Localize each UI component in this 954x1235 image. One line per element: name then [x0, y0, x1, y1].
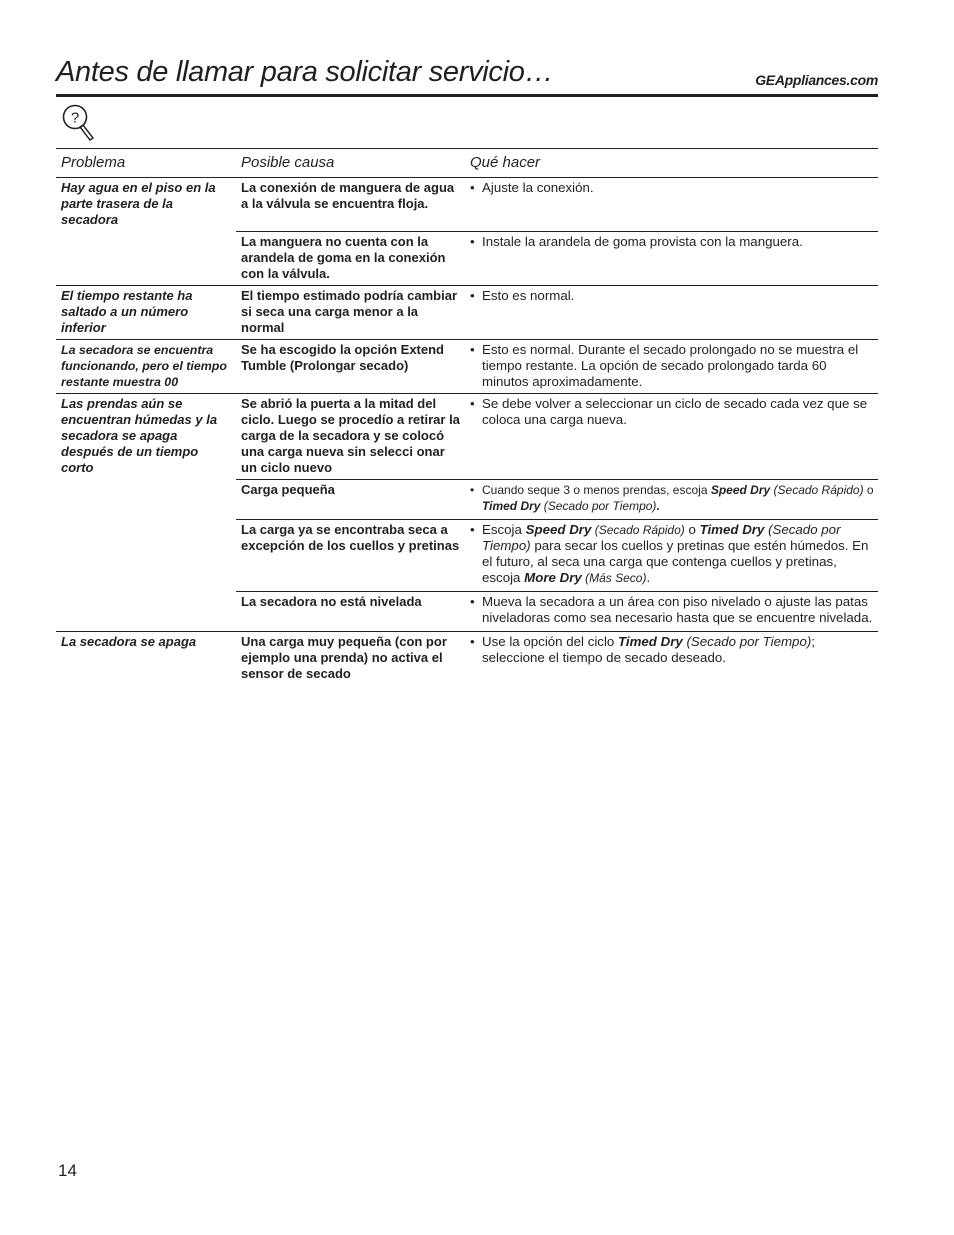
- cycle-name: Speed Dry: [525, 522, 592, 537]
- action-text-part: o: [863, 483, 874, 497]
- problem-cell: Hay agua en el piso en la parte trasera de la secadora: [56, 178, 236, 286]
- cycle-translation: (Más Seco): [581, 571, 647, 585]
- cause-cell: Se ha escogido la opción Extend Tumble (Prolongar secado): [236, 340, 465, 394]
- action-text: Ajuste la conexión.: [482, 180, 594, 195]
- action-cell: [465, 178, 878, 232]
- cause-cell: La carga ya se encontraba seca a excepción de los cuellos y pretinas: [236, 520, 465, 592]
- action-text-part: Cuando seque 3 o menos prendas, escoja: [482, 483, 711, 497]
- action-cell: [465, 632, 878, 686]
- action-cell: [465, 232, 878, 286]
- bullet: •: [470, 288, 475, 303]
- column-header-action: Qué hacer: [465, 149, 878, 178]
- bullet: •: [470, 634, 475, 649]
- action-text-part: Use la opción del ciclo: [482, 634, 618, 649]
- cycle-translation: (Secado por Tiempo): [682, 634, 812, 649]
- action-text: [482, 522, 874, 586]
- column-header-problem: Problema: [56, 149, 236, 178]
- cycle-name: More Dry: [524, 570, 582, 585]
- cycle-translation: (Secado por Tiempo): [482, 522, 841, 553]
- action-cell: [465, 480, 878, 520]
- cause-cell: Carga pequeña: [236, 480, 465, 520]
- action-cell: [465, 592, 878, 632]
- action-cell: [465, 286, 878, 340]
- action-text-part: ; seleccione el tiempo de secado deseado.: [482, 634, 815, 665]
- site-url: GEAppliances.com: [755, 72, 878, 88]
- action-text-part: .: [656, 499, 660, 513]
- action-text: Se debe volver a seleccionar un ciclo de secado cada vez que se coloca una carga nueva.: [482, 396, 868, 427]
- bullet: •: [470, 594, 475, 609]
- cycle-name: Timed Dry: [482, 499, 541, 513]
- bullet: •: [470, 396, 475, 411]
- bullet: •: [470, 522, 475, 537]
- page-header: [56, 56, 878, 97]
- action-text: Esto es normal.: [482, 288, 575, 303]
- table-row: [56, 340, 878, 394]
- action-text: [482, 482, 874, 514]
- action-text-part: Escoja: [482, 522, 526, 537]
- page-number: 14: [58, 1161, 77, 1180]
- action-cell: [465, 340, 878, 394]
- cause-cell: La conexión de manguera de agua a la válvula se encuentra floja.: [236, 178, 465, 232]
- action-text-part: o: [684, 522, 700, 537]
- action-text-part: .: [646, 570, 651, 585]
- cycle-translation: (Secado por Tiempo): [540, 499, 657, 513]
- cycle-name: Speed Dry: [710, 483, 771, 497]
- table-row: [56, 286, 878, 340]
- bullet: •: [470, 180, 475, 195]
- cause-cell: Se abrió la puerta a la mitad del ciclo. Luego se procedío a retirar la carga de la secadora y se colocó una carga nueva sin selecci onar un ciclo nuevo: [236, 394, 465, 480]
- table-row: [56, 394, 878, 480]
- problem-cell: La secadora se apaga: [56, 632, 236, 686]
- problem-cell: Las prendas aún se encuentran húmedas y la secadora se apaga después de un tiempo corto: [56, 394, 236, 632]
- svg-text:?: ?: [70, 109, 80, 127]
- table-header-row: [56, 149, 878, 178]
- action-cell: [465, 394, 878, 480]
- problem-cell: La secadora se encuentra funcionando, pero el tiempo restante muestra 00: [56, 340, 236, 394]
- cycle-translation: (Secado Rápido): [770, 483, 864, 497]
- cycle-translation: (Secado Rápido): [591, 523, 685, 537]
- action-cell: [465, 520, 878, 592]
- cause-cell: Una carga muy pequeña (con por ejemplo una prenda) no activa el sensor de secado: [236, 632, 465, 686]
- table-row: [56, 178, 878, 232]
- cause-cell: La secadora no está nivelada: [236, 592, 465, 632]
- table-row: [56, 632, 878, 686]
- action-text: Mueva la secadora a un área con piso nivelado o ajuste las patas niveladoras como sea necesario hasta que se encuentre nivelada.: [482, 594, 873, 625]
- cycle-name: Timed Dry: [618, 634, 683, 649]
- page-title: Antes de llamar para solicitar servicio…: [56, 56, 554, 88]
- bullet: •: [470, 342, 475, 357]
- action-text-part: para secar los cuellos y pretinas que estén húmedos. En el futuro, al seca una carga que contenga cuellos y pretinas, escoja: [482, 538, 869, 585]
- cause-cell: La manguera no cuenta con la arandela de goma en la conexión con la válvula.: [236, 232, 465, 286]
- magnifier-question-icon: [62, 104, 98, 146]
- action-text: Esto es normal. Durante el secado prolongado no se muestra el tiempo restante. La opción de secado prolongado tarda 60 minutos aproximadamente.: [482, 342, 859, 389]
- action-text: Instale la arandela de goma provista con la manguera.: [482, 234, 803, 249]
- bullet: •: [470, 483, 475, 497]
- column-header-cause: Posible causa: [236, 149, 465, 178]
- cause-cell: El tiempo estimado podría cambiar si seca una carga menor a la normal: [236, 286, 465, 340]
- action-text: [482, 634, 874, 666]
- bullet: •: [470, 234, 475, 249]
- cycle-name: Timed Dry: [699, 522, 765, 537]
- troubleshooting-table: [56, 148, 878, 686]
- problem-cell: El tiempo restante ha saltado a un número inferior: [56, 286, 236, 340]
